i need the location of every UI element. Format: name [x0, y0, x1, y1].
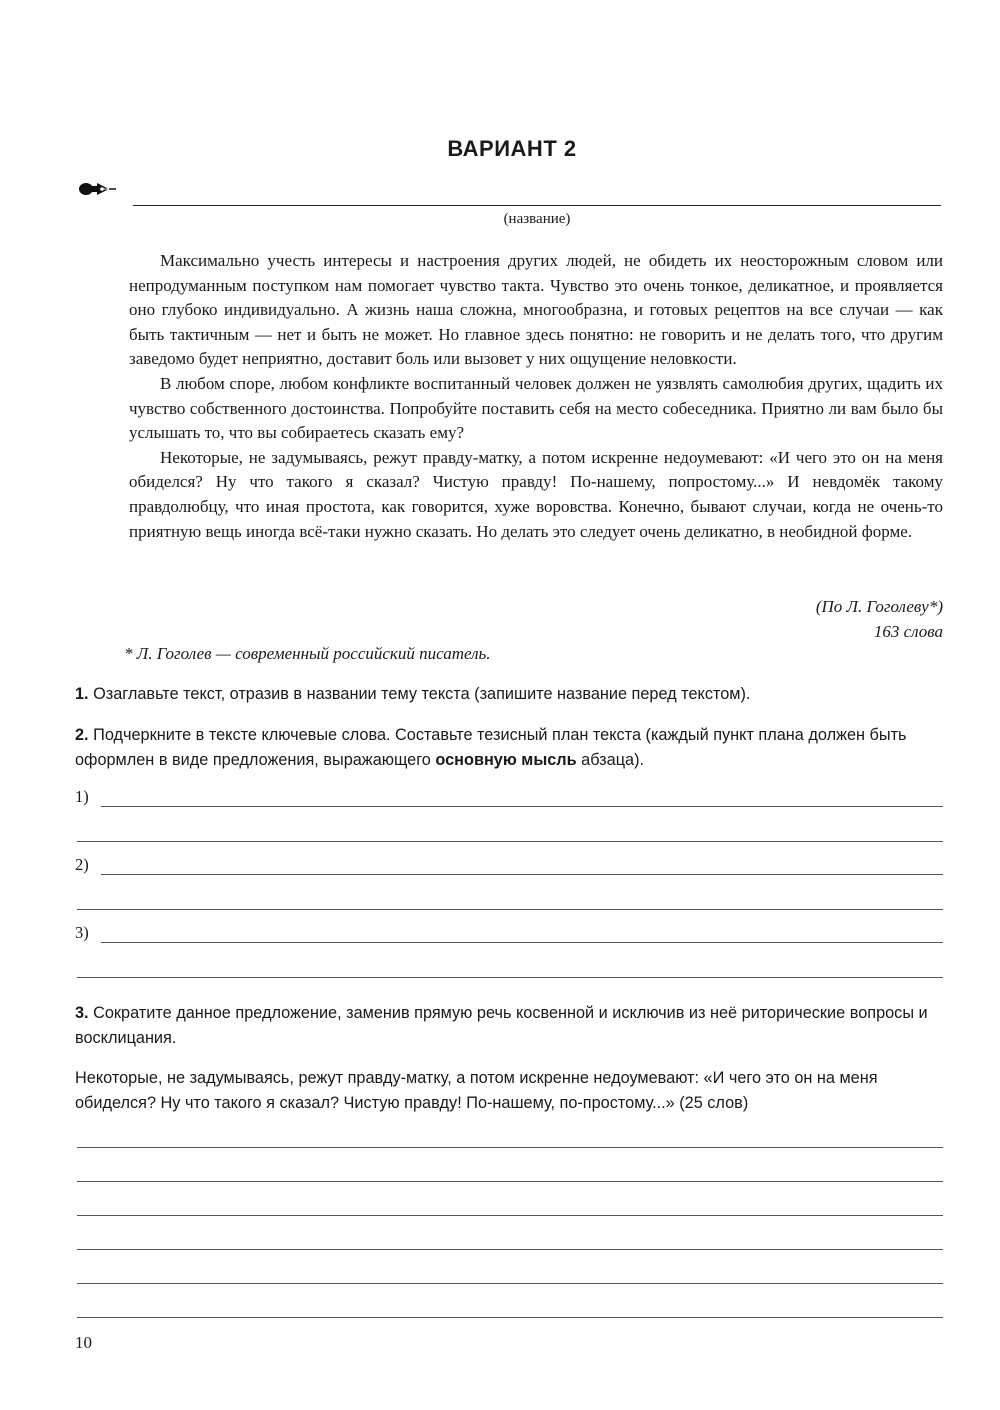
plan-line-3b[interactable]	[77, 977, 943, 978]
plan-label-1: 1)	[75, 787, 89, 806]
source-author: (По Л. Гоголеву*)	[815, 597, 943, 616]
plan-label-3: 3)	[75, 923, 89, 942]
paragraph-1: Максимально учесть интересы и настроения других людей, не обидеть их неосторожным словом или непродуманным поступком нам помогает чувство такта. Чувство это очень тонкое, деликатное, и проявляется оно глубоко индивидуально. А жизнь наша сложна, многообразна, и готовых рецептов на все случаи — как быть тактичным — нет и быть не может. Но главное здесь понятно: не говорить и не делать того, что другим заведомо будет неприятно, доставит боль или вызовет у них ощущение неловкости.	[129, 251, 943, 369]
task-1-number: 1.	[75, 685, 89, 703]
plan-line-2b[interactable]	[77, 909, 943, 910]
plan-line-3a[interactable]	[101, 942, 943, 943]
page-number: 10	[75, 1333, 92, 1352]
task-3	[75, 1001, 943, 1050]
example-sentence: Некоторые, не задумываясь, режут правду-матку, а потом искренне недоумевают: «И чего это он на меня обиделся? Ну что такого я сказал? Чистую правду! По-нашему, по-простому...» (25 слов)	[75, 1069, 878, 1112]
plan-line-1b[interactable]	[77, 841, 943, 842]
task-1-text: Озаглавьте текст, отразив в названии тему текста (запишите название перед текстом).	[88, 685, 751, 703]
answer-line-6[interactable]	[77, 1317, 943, 1318]
task-3-number: 3.	[75, 1004, 89, 1022]
task-2-text-b: абзаца).	[576, 750, 645, 769]
answer-line-5[interactable]	[77, 1283, 943, 1284]
task-2-text-a: Подчеркните в тексте ключевые слова. Составьте тезисный план текста (каждый пункт плана должен быть оформлен в виде предложения, выражающего	[75, 726, 907, 769]
answer-line-2[interactable]	[77, 1181, 943, 1182]
task-1	[75, 682, 943, 707]
answer-line-1[interactable]	[77, 1147, 943, 1148]
answer-line-3[interactable]	[77, 1215, 943, 1216]
task-2-bold-phrase: основную мысль	[435, 750, 577, 769]
task-2	[75, 723, 943, 772]
plan-line-2a[interactable]	[101, 874, 943, 875]
title-caption: (название)	[503, 211, 571, 227]
title-answer-line[interactable]	[133, 205, 941, 206]
task-2-number: 2.	[75, 726, 89, 744]
paragraph-2: В любом споре, любом конфликте воспитанный человек должен не уязвлять самолюбия других, щадить их чувство собственного достоинства. Попробуйте поставить себя на место собеседника. Приятно ли вам было бы услышать то, что вы собираетесь сказать ему?	[129, 373, 943, 443]
footnote: * Л. Гоголев — современный российский писатель.	[124, 644, 491, 663]
word-count: 163 слова	[873, 621, 943, 641]
pen-icon	[78, 180, 118, 198]
task-3-text: Сократите данное предложение, заменив прямую речь косвенной и исключив из неё риторические вопросы и восклицания.	[75, 1004, 928, 1047]
source-attribution	[816, 595, 943, 644]
answer-line-4[interactable]	[77, 1249, 943, 1250]
plan-label-2: 2)	[75, 855, 89, 874]
page-title: ВАРИАНТ 2	[447, 136, 577, 161]
plan-line-1a[interactable]	[101, 806, 943, 807]
paragraph-3: Некоторые, не задумываясь, режут правду-матку, а потом искренне недоумевают: «И чего это он на меня обиделся? Ну что такого я сказал? Чистую правду! По-нашему, попростому...» И невдомёк такому правдолюбцу, что иная простота, как говорится, хуже воровства. Конечно, бывают случаи, когда не очень-то приятную вещь иногда всё-таки нужно сказать. Но делать это следует очень деликатно, в необидной форме.	[129, 447, 943, 541]
passage	[129, 249, 943, 544]
